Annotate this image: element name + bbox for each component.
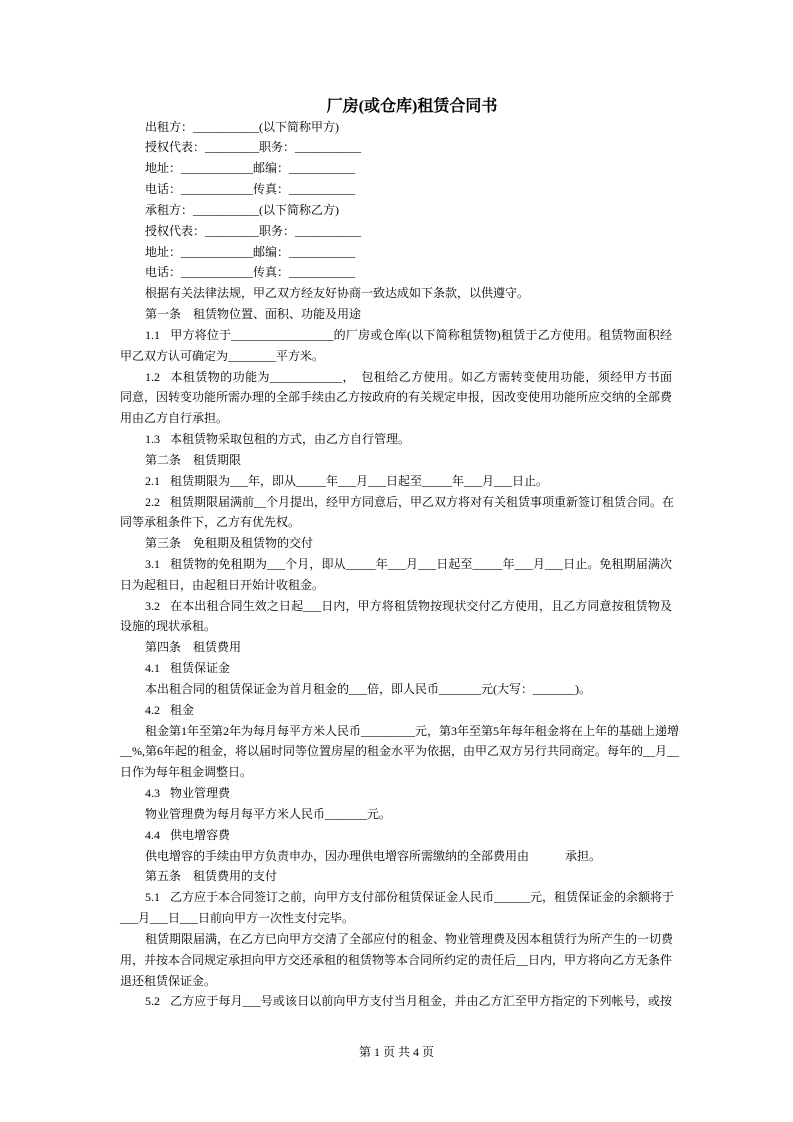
clause-4-2-heading xyxy=(120,700,672,721)
article-2 xyxy=(120,450,675,533)
clause-5-1-paragraph-continuation: 退还租赁保证金。 xyxy=(120,973,217,988)
clause-number: 4.3 xyxy=(145,786,160,801)
clause-4-3-heading xyxy=(120,783,672,804)
lessee-phone-line: 电话：____________传真：___________ xyxy=(145,265,356,280)
clause-text: 甲方将位于_________________的厂房或仓库(以下简称租赁物)租赁于乙方使用。租赁物面积经 xyxy=(170,327,672,342)
article-heading xyxy=(120,533,672,554)
article-label: 第五条 xyxy=(145,869,182,884)
clause-number: 5.1 xyxy=(145,890,160,905)
clause-3-1-continuation: 日为起租日，由起租日开始计收租金。 xyxy=(120,577,325,592)
clause-4-4-heading xyxy=(120,825,672,846)
clause-4-3-body: 物业管理费为每月每平方米人民币_______元。 xyxy=(145,806,392,821)
lessor-name-line: 出租方：___________(以下简称甲方) xyxy=(145,119,339,134)
clause-text: 本租赁物的功能为____________， 包租给乙方使用。如乙方需转变使用功能，须经甲方书面 xyxy=(170,369,672,384)
clause-text: 租金 xyxy=(170,702,195,717)
clause-1-1 xyxy=(120,325,672,346)
clause-number: 3.1 xyxy=(145,556,160,571)
clause-3-2-continuation: 设施的现状承租。 xyxy=(120,619,217,634)
article-label: 第三条 xyxy=(145,536,182,551)
article-heading xyxy=(120,304,672,325)
article-heading xyxy=(120,450,672,471)
clause-text: 租赁期限为___年，即从_____年___月___日起至_____年___月___日止。 xyxy=(170,473,549,488)
clause-text: 租赁物的免租期为___个月，即从_____年___月___日起至_____年___月___日止。免租期届满次 xyxy=(170,556,672,571)
clause-1-3 xyxy=(120,429,672,450)
clause-4-2-body-continuation: __%,第6年起的租金，将以届时同等位置房屋的租金水平为依据，由甲乙双方另行共同商定。每年的__月__ xyxy=(120,744,679,759)
article-label: 第一条 xyxy=(145,307,182,322)
article-title: 租赁物位置、面积、功能及用途 xyxy=(193,307,362,322)
clause-4-4-body: 供电增容的手续由甲方负责申办，因办理供电增容所需缴纳的全部费用由 承担。 xyxy=(145,848,602,863)
lessor-block xyxy=(120,117,672,200)
lessor-address-line: 地址：____________邮编：___________ xyxy=(145,161,356,176)
article-label: 第四条 xyxy=(145,640,182,655)
article-heading xyxy=(120,866,672,887)
clause-number: 2.1 xyxy=(145,473,160,488)
article-title: 免租期及租赁物的交付 xyxy=(193,536,314,551)
clause-5-2 xyxy=(120,991,672,1012)
clause-2-2 xyxy=(120,492,675,513)
lessee-representative-line: 授权代表：_________职务：___________ xyxy=(145,223,362,238)
clause-5-1-paragraph: 租赁期限届满，在乙方已向甲方交清了全部应付的租金、物业管理费及因本租赁行为所产生的一切费 xyxy=(145,931,674,946)
clause-number: 2.2 xyxy=(145,494,160,509)
clause-5-1 xyxy=(120,887,675,908)
lessor-phone-line: 电话：____________传真：___________ xyxy=(145,182,356,197)
clause-4-2-body-continuation: 日作为每年租金调整日。 xyxy=(120,765,253,780)
preamble: 根据有关法律法规，甲乙双方经友好协商一致达成如下条款，以供遵守。 xyxy=(145,286,530,301)
clause-1-2-continuation: 用由乙方自行承担。 xyxy=(120,411,229,426)
clause-text: 乙方应于每月___号或该日以前向甲方支付当月租金，并由乙方汇至甲方指定的下列帐号，或按 xyxy=(170,994,672,1009)
article-label: 第二条 xyxy=(145,452,182,467)
article-3 xyxy=(120,533,672,637)
article-5 xyxy=(120,866,675,1012)
clause-number: 1.1 xyxy=(145,327,160,342)
article-4 xyxy=(120,637,680,866)
article-heading xyxy=(120,637,672,658)
clause-number: 4.2 xyxy=(145,702,160,717)
article-title: 租赁费用 xyxy=(193,640,242,655)
clause-text: 乙方应于本合同签订之前，向甲方支付部份租赁保证金人民币______元，租赁保证金的余额将于 xyxy=(170,890,675,905)
lessor-representative-line: 授权代表：_________职务：___________ xyxy=(145,140,362,155)
clause-1-2 xyxy=(120,367,672,388)
clause-2-2-continuation: 同等承租条件下，乙方有优先权。 xyxy=(120,515,301,530)
clause-3-1 xyxy=(120,554,672,575)
lessee-address-line: 地址：____________邮编：___________ xyxy=(145,244,356,259)
clause-number: 1.3 xyxy=(145,432,160,447)
clause-text: 本租赁物采取包租的方式，由乙方自行管理。 xyxy=(170,432,411,447)
lessee-block xyxy=(120,200,672,283)
clause-text: 租赁期限届满前__个月提出，经甲方同意后，甲乙双方将对有关租赁事项重新签订租赁合同。在 xyxy=(170,494,675,509)
clause-4-1-body: 本出租合同的租赁保证金为首月租金的___倍，即人民币_______元(大写：_______)。 xyxy=(145,681,591,696)
clause-2-1 xyxy=(120,471,672,492)
page-footer: 第 1 页 共 4 页 xyxy=(358,1045,434,1059)
clause-text: 供电增容费 xyxy=(170,827,231,842)
document-title: 厂房(或仓库)租赁合同书 xyxy=(326,98,498,115)
article-1 xyxy=(120,304,672,450)
clause-5-1-paragraph-continuation: 用，并按本合同规定承担向甲方交还承租的租赁物等本合同所约定的责任后__日内，甲方将向乙方无条件 xyxy=(120,952,673,967)
clause-4-2-body: 租金第1年至第2年为每月每平方米人民币_________元，第3年至第5年每年租金将在上年的基础上递增 xyxy=(145,723,680,738)
clause-text: 物业管理费 xyxy=(170,786,231,801)
clause-3-2 xyxy=(120,596,672,617)
clause-number: 3.2 xyxy=(145,598,160,613)
clause-number: 1.2 xyxy=(145,369,160,384)
clause-1-1-continuation: 甲乙双方认可确定为________平方米。 xyxy=(120,348,325,363)
clause-text: 租赁保证金 xyxy=(170,661,231,676)
clause-5-1-continuation: ___月___日___日前向甲方一次性支付完毕。 xyxy=(120,911,355,926)
clause-text: 在本出租合同生效之日起___日内，甲方将租赁物按现状交付乙方使用，且乙方同意按租赁物及 xyxy=(170,598,672,613)
clause-1-2-continuation: 同意，因转变功能所需办理的全部手续由乙方按政府的有关规定申报，因改变使用功能所应交纳的全部费 xyxy=(120,390,673,405)
lessee-name-line: 承租方：___________(以下简称乙方) xyxy=(145,202,339,217)
clause-4-1-heading xyxy=(120,658,672,679)
clause-number: 5.2 xyxy=(145,994,160,1009)
clause-number: 4.1 xyxy=(145,661,160,676)
article-title: 租赁费用的支付 xyxy=(193,869,278,884)
clause-number: 4.4 xyxy=(145,827,160,842)
document-body xyxy=(120,117,680,1013)
article-title: 租赁期限 xyxy=(193,452,242,467)
